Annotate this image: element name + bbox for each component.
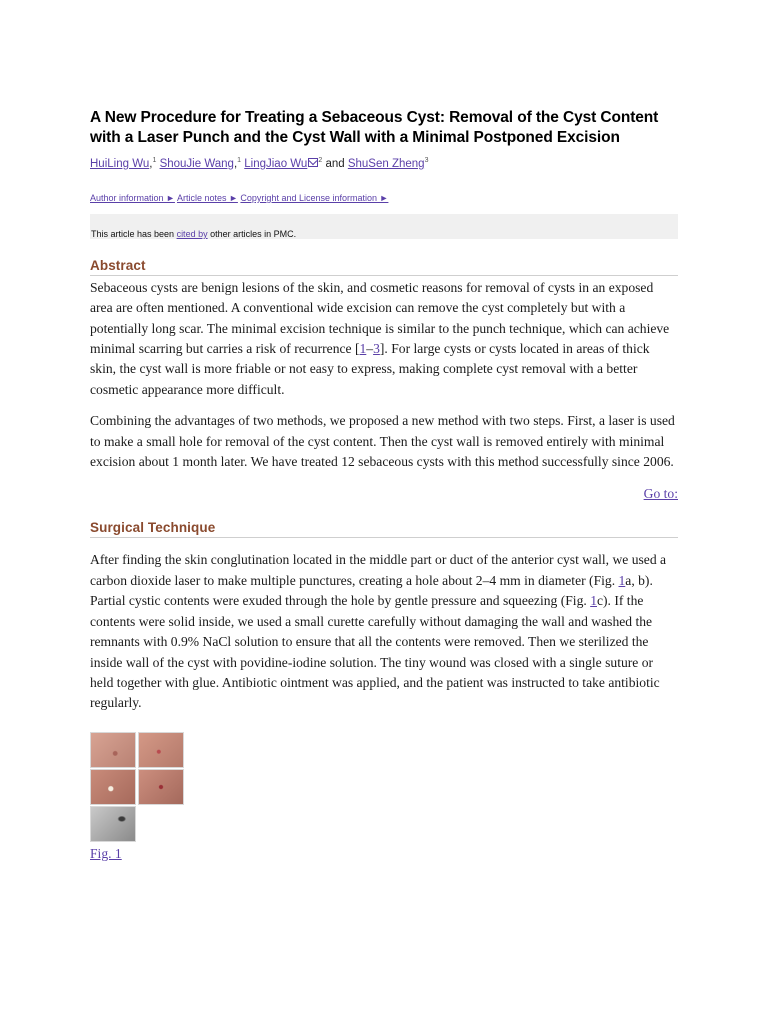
figure-thumbnail[interactable] — [90, 769, 136, 805]
figure-reference-link[interactable]: 1 — [590, 593, 597, 609]
author-link-shusen-zheng[interactable]: ShuSen Zheng — [347, 157, 425, 170]
abstract-paragraph-1: Sebaceous cysts are benign lesions of the skin, and cosmetic reasons for removal of cysts in an exposed area are often mentioned. A conventional wide excision can remove the cyst completely but with a potentially long scar. The minimal excision technique is similar to the punch technique, which can achieve minimal scarring but carries a risk of recurrence [1–3]. For large cysts or cysts located in areas of thick skin, the cyst wall is more friable or not easy to express, making complete cyst removal with a better cosmetic appearance more difficult. — [90, 279, 670, 397]
article-page — [90, 108, 678, 862]
figure-thumbnail[interactable] — [90, 806, 136, 842]
author-link-huiling-wu[interactable]: HuiLing Wu — [90, 157, 150, 170]
surgical-technique-heading: Surgical Technique — [90, 520, 678, 538]
technique-paragraph: After finding the skin conglutination located in the middle part or duct of the anterior cyst wall, we used a carbon dioxide laser to make multiple punctures, creating a hole about 2–4 mm in diameter (Fig. 1a, b). Partial cystic contents were exuded through the hole by gentle pressure and squeezing (Fig. 1c). If the contents were solid inside, we used a small curette carefully without damaging the wall and washed the remnants with 0.9% NaCl solution to ensure that all the contents were removed. Then we sterilized the inside wall of the cyst with povidine-iodine solution. The tiny wound was closed with a single suture or held together with glue. Antibiotic ointment was applied, and the patient was instructed to take antibiotic regularly. — [90, 552, 667, 711]
affiliation-sup: 1 — [152, 157, 157, 164]
figure-reference-link[interactable]: 1 — [618, 572, 626, 588]
reference-link[interactable]: 1 — [359, 341, 367, 357]
author-link-shoujie-wang[interactable]: ShouJie Wang — [159, 157, 234, 170]
author-information-link[interactable]: Author information ► — [90, 192, 175, 203]
figure-1-link[interactable]: Fig. 1 — [90, 845, 122, 861]
figure-thumbnail[interactable] — [138, 769, 184, 805]
affiliation-sup: 2 — [318, 157, 323, 164]
cited-by-link[interactable]: cited by — [176, 228, 208, 239]
cited-by-box: This article has been cited by other articles in PMC. — [90, 214, 678, 239]
figure-label-row — [90, 846, 678, 862]
goto-row — [90, 486, 678, 502]
article-notes-link[interactable]: Article notes ► — [176, 192, 238, 203]
copyright-license-link[interactable]: Copyright and License information ► — [240, 192, 389, 203]
go-to-link[interactable]: Go to: — [643, 486, 678, 502]
abstract-paragraph-2: Combining the advantages of two methods, we proposed a new method with two steps. First, a laser is used to make a small hole for removal of the cyst content. Then the cyst wall is removed entirely with minimal excision about 1 month later. We have treated 12 sebaceous cysts with this method successfully since 2006. — [90, 413, 675, 470]
author-link-lingjiao-wu[interactable]: LingJiao Wu — [244, 157, 308, 170]
abstract-heading: Abstract — [90, 258, 678, 276]
figure-thumbnail[interactable] — [138, 732, 184, 768]
and-text: and — [325, 157, 345, 170]
affiliation-sup: 1 — [237, 157, 242, 164]
article-info-links — [90, 193, 678, 203]
figure-thumbnail[interactable] — [90, 732, 136, 768]
mail-icon[interactable] — [308, 158, 318, 167]
affiliation-sup: 3 — [424, 157, 429, 164]
reference-link[interactable]: 3 — [373, 341, 380, 357]
figure-thumbnail-group[interactable] — [90, 732, 190, 842]
author-list: HuiLing Wu,$^1$ ShouJie Wang,$^1$ LingJiao Wu $^2$ and ShuSen Zheng$^3$ — [90, 157, 429, 170]
article-title: A New Procedure for Treating a Sebaceous Cyst: Removal of the Cyst Content with a Laser Punch and the Cyst Wall with a Minimal Postponed Excision — [90, 109, 659, 146]
